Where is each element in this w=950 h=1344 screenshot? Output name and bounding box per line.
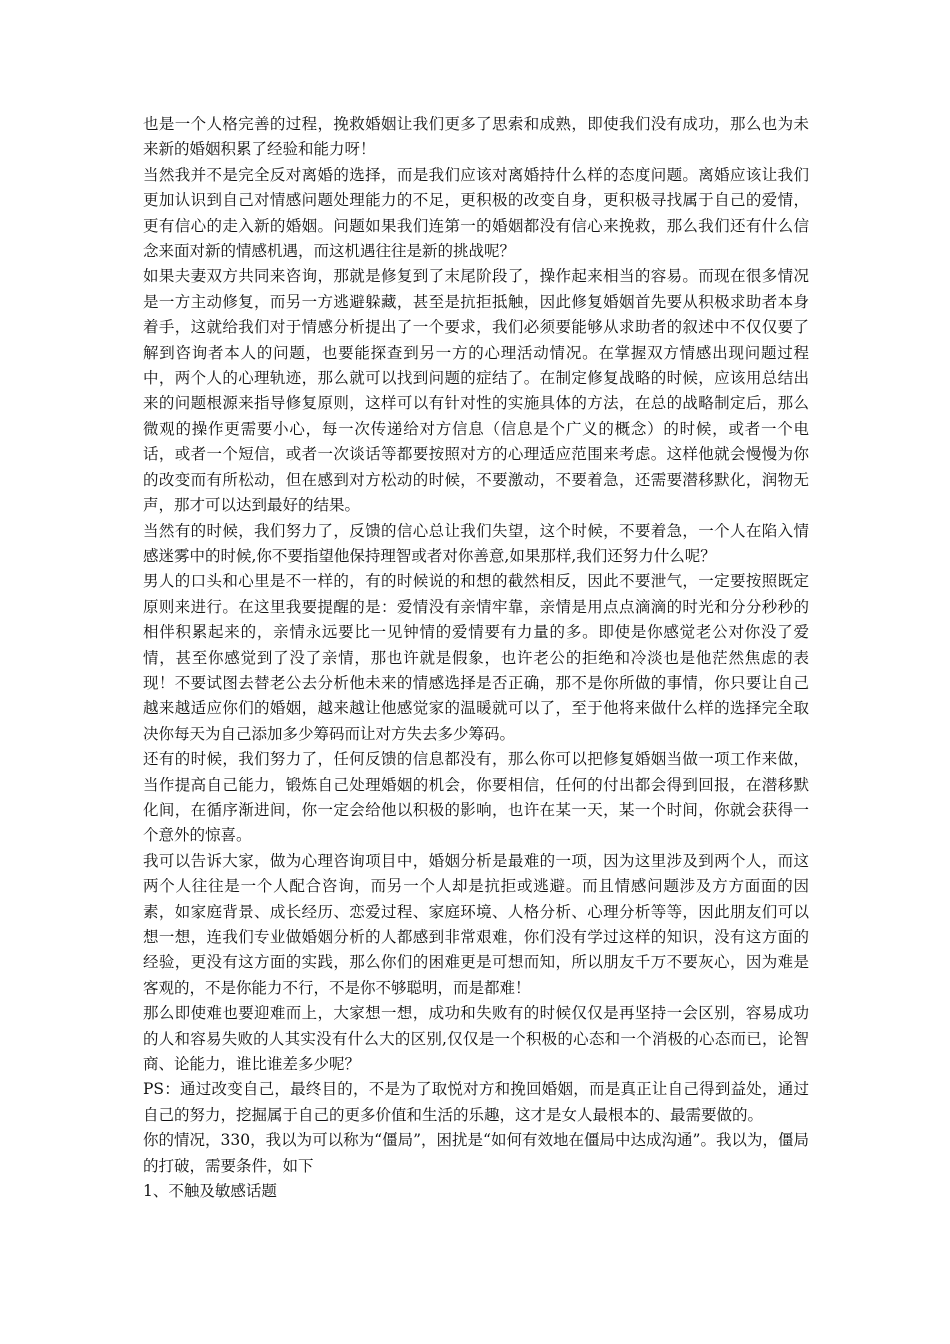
paragraph-10: 你的情况，330，我以为可以称为“僵局”，困扰是“如何有效地在僵局中达成沟通”。我以为，僵局的打破，需要条件，如下 (143, 1131, 809, 1175)
paragraph-7: 我可以告诉大家，做为心理咨询项目中，婚姻分析是最难的一项，因为这里涉及到两个人，而这两个人往往是一个人配合咨询，而另一个人却是抗拒或逃避。而且情感问题涉及方方面面的因素，如家庭背景、成长经历、恋爱过程、家庭环境、人格分析、心理分析等等，因此朋友们可以想一想，连我们专业做婚姻分析的人都感到非常艰难，你们没有学过这样的知识，没有这方面的经验，更没有这方面的实践，那么你们的困难更是可想而知，所以朋友千万不要灰心，因为难是客观的，不是你能力不行，不是你不够聪明，而是都难！ (143, 851, 809, 997)
paragraph-9: PS：通过改变自己，最终目的，不是为了取悦对方和挽回婚姻，而是真正让自己得到益处，通过自己的努力，挖掘属于自己的更多价值和生活的乐趣，这才是女人最根本的、最需要做的。 (143, 1080, 809, 1124)
paragraph-5: 男人的口头和心里是不一样的，有的时候说的和想的截然相反，因此不要泄气，一定要按照既定原则来进行。在这里我要提醒的是：爱情没有亲情牢靠，亲情是用点点滴滴的时光和分分秒秒的相伴积累起来的，亲情永远要比一见钟情的爱情要有力量的多。即使是你感觉老公对你没了爱情，甚至你感觉到了没了亲情，那也许就是假象，也许老公的拒绝和冷淡也是他茫然焦虑的表现！不要试图去替老公去分析他未来的情感选择是否正确，那不是你所做的事情，你只要让自己越来越适应你们的婚姻，越来越让他感觉家的温暖就可以了，至于他将来做什么样的选择完全取决你每天为自己添加多少筹码而让对方失去多少筹码。 (143, 572, 809, 743)
paragraph-4: 当然有的时候，我们努力了，反馈的信心总让我们失望，这个时候，不要着急，一个人在陷入情感迷雾中的时候,你不要指望他保持理智或者对你善意,如果那样,我们还努力什么呢？ (143, 521, 809, 565)
paragraph-8: 那么即使难也要迎难而上，大家想一想，成功和失败有的时候仅仅是再坚持一会区别，容易成功的人和容易失败的人其实没有什么大的区别,仅仅是一个积极的心态和一个消极的心态而已，论智商、论能力，谁比谁差多少呢？ (143, 1004, 809, 1074)
paragraph-6: 还有的时候，我们努力了，任何反馈的信息都没有，那么你可以把修复婚姻当做一项工作来做，当作提高自己能力，锻炼自己处理婚姻的机会，你要相信，任何的付出都会得到回报，在潜移默化间，在循序渐进间，你一定会给他以积极的影响，也许在某一天，某一个时间，你就会获得一个意外的惊喜。 (143, 750, 809, 845)
list-item-1: 1、不触及敏感话题 (143, 1182, 277, 1201)
paragraph-1: 也是一个人格完善的过程，挽救婚姻让我们更多了思索和成熟，即使我们没有成功，那么也为未来新的婚姻积累了经验和能力呀！ (143, 115, 809, 159)
document-body (143, 112, 809, 1204)
paragraph-3: 如果夫妻双方共同来咨询，那就是修复到了末尾阶段了，操作起来相当的容易。而现在很多情况是一方主动修复，而另一方逃避躲藏，甚至是抗拒抵触，因此修复婚姻首先要从积极求助者本身着手，这就给我们对于情感分析提出了一个要求，我们必须要能够从求助者的叙述中不仅仅要了解到咨询者本人的问题，也要能探查到另一方的心理活动情况。在掌握双方情感出现问题过程中，两个人的心理轨迹，那么就可以找到问题的症结了。在制定修复战略的时候，应该用总结出来的问题根源来指导修复原则，这样可以有针对性的实施具体的方法，在总的战略制定后，那么微观的操作更需要小心，每一次传递给对方信息（信息是个广义的概念）的时候，或者一个电话，或者一个短信，或者一次谈话等都要按照对方的心理适应范围来考虑。这样他就会慢慢为你的改变而有所松动，但在感到对方松动的时候，不要激动，不要着急，还需要潜移默化，润物无声，那才可以达到最好的结果。 (143, 267, 809, 515)
paragraph-2: 当然我并不是完全反对离婚的选择，而是我们应该对离婚持什么样的态度问题。离婚应该让我们更加认识到自己对情感问题处理能力的不足，更积极的改变自身，更积极寻找属于自己的爱情，更有信心的走入新的婚姻。问题如果我们连第一的婚姻都没有信心来挽救，那么我们还有什么信念来面对新的情感机遇，而这机遇往往是新的挑战呢？ (143, 165, 809, 261)
